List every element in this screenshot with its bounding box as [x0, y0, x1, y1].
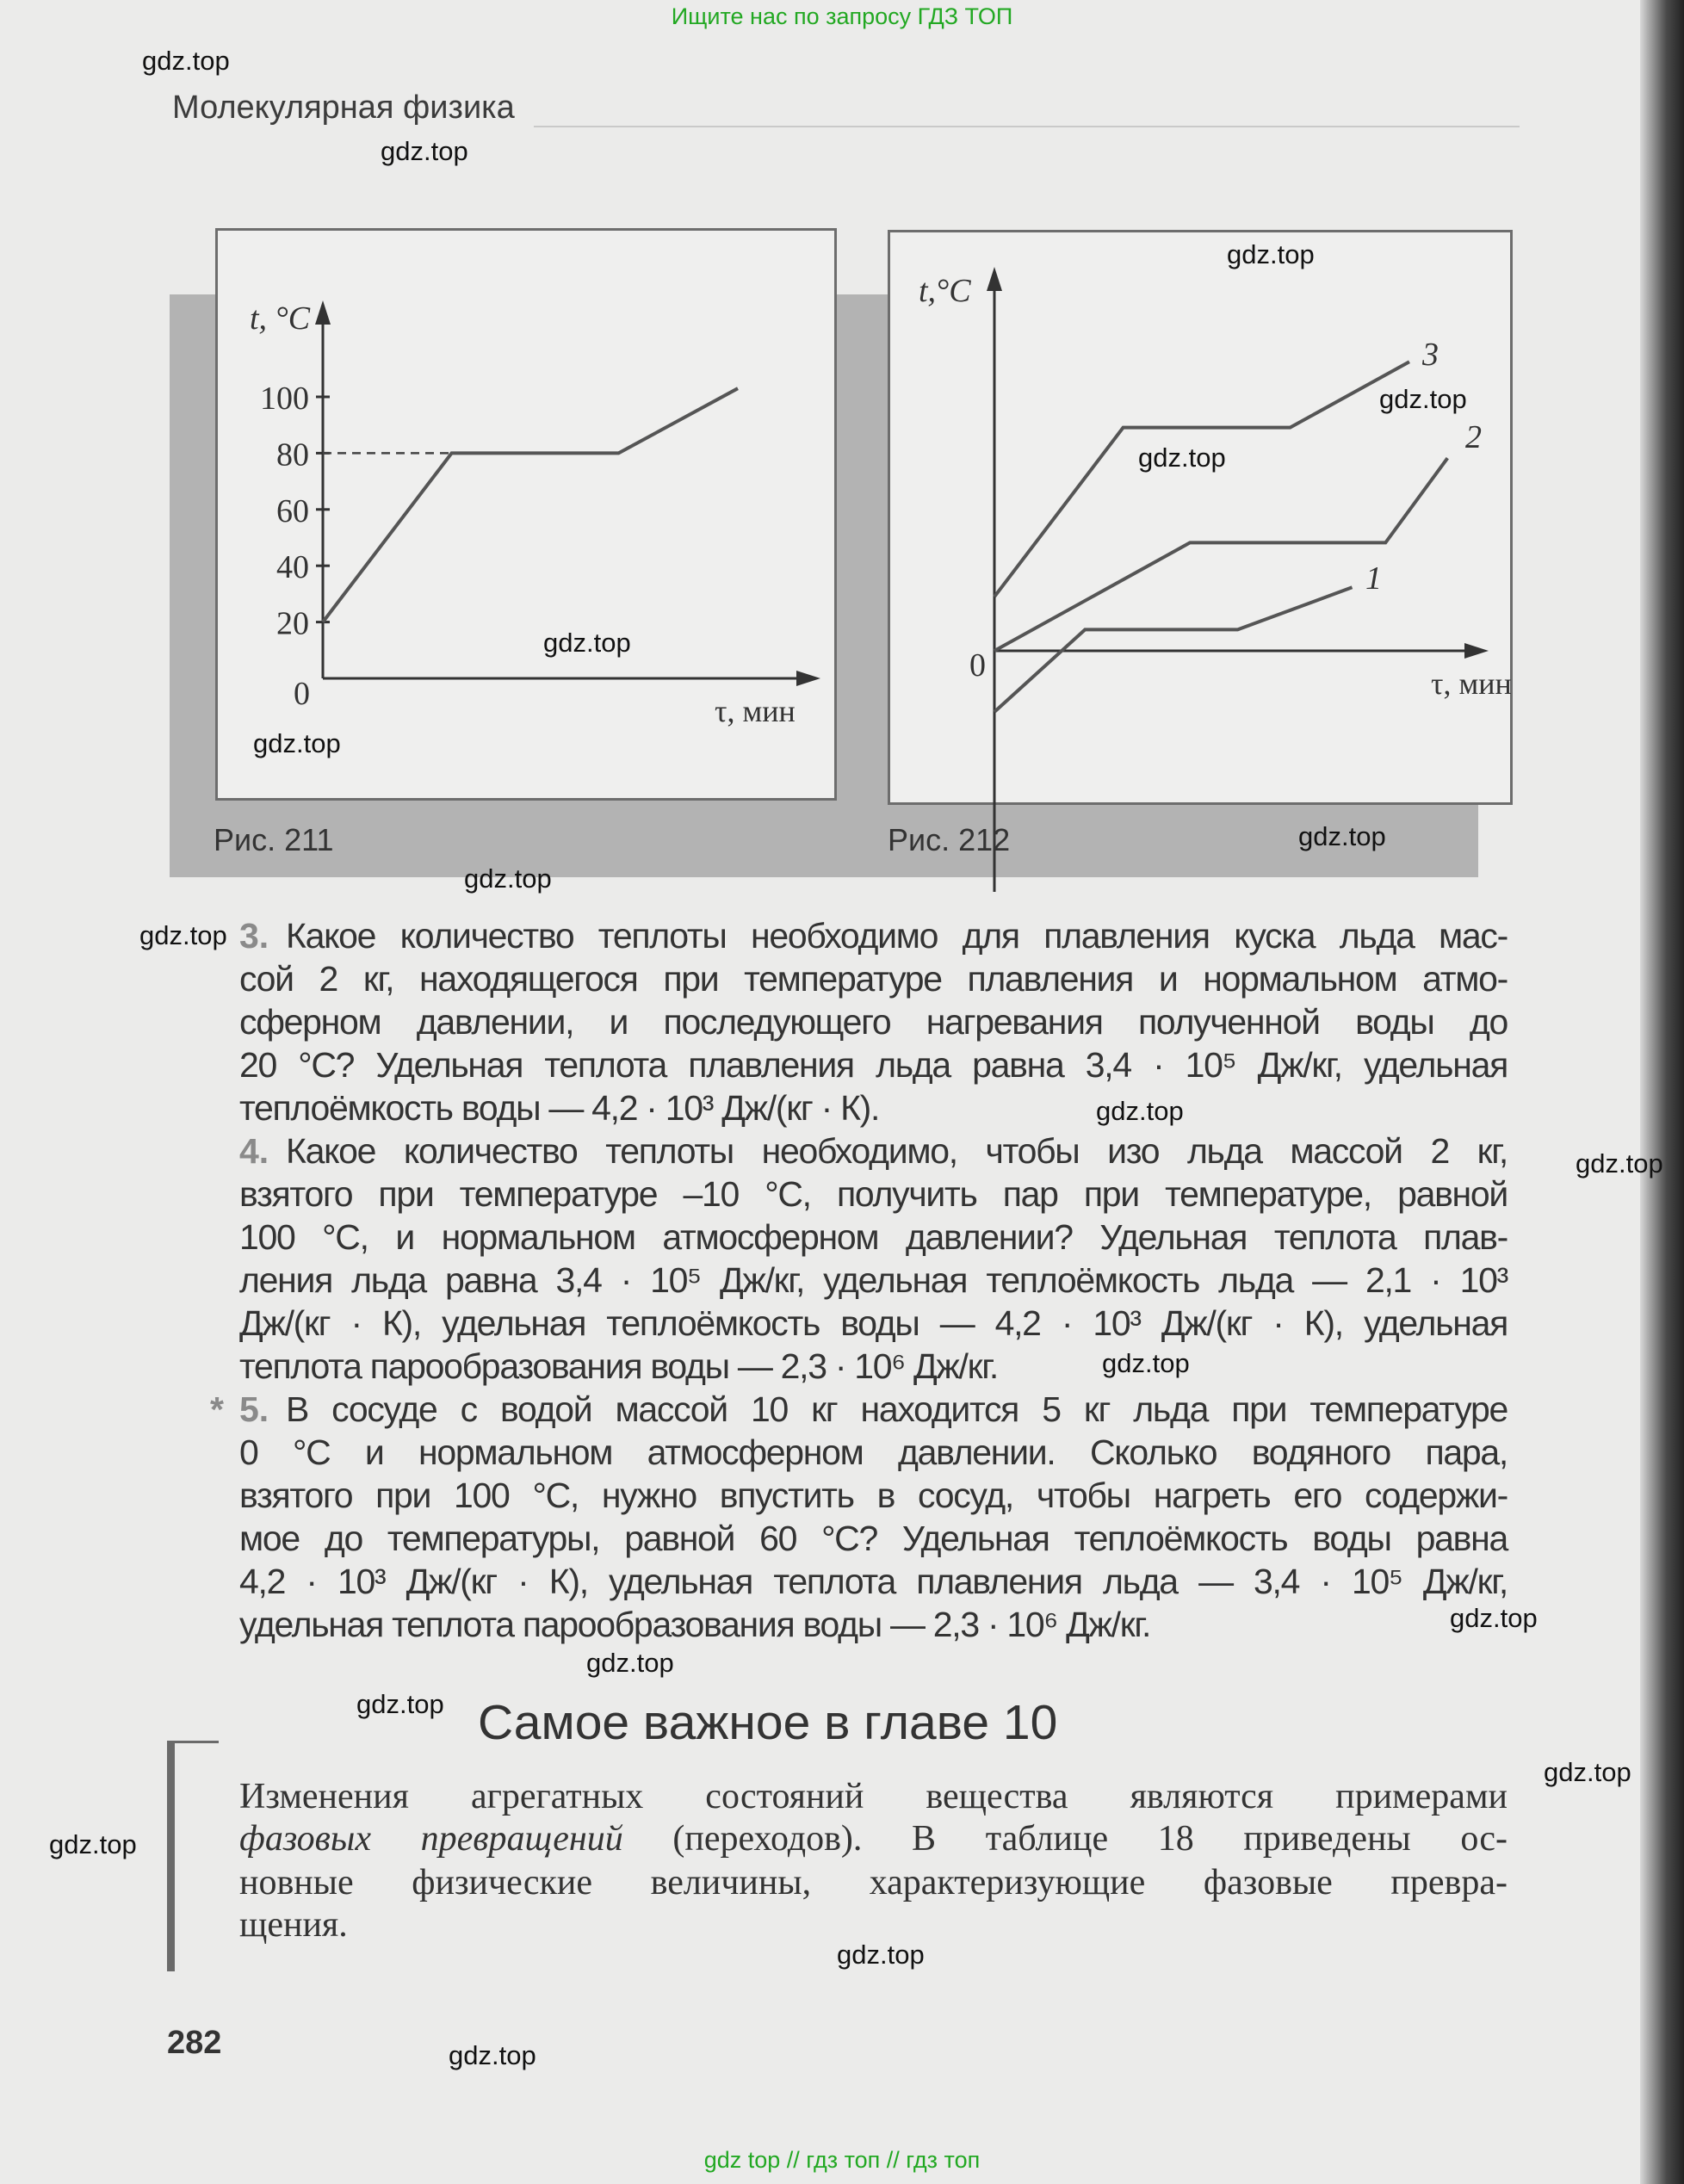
problem-text-line: удельная теплота парообразования воды — 2,3 · 10⁶ Дж/кг.: [239, 1605, 1151, 1644]
fig211-y-tick-label: 40: [276, 549, 309, 586]
summary-line: новные физические величины, характеризующие фазовые превра-: [239, 1863, 1508, 1902]
fig212-series-label: 2: [1465, 419, 1482, 455]
watermark-text: gdz.top: [356, 1689, 444, 1719]
watermark-text: gdz.top: [464, 863, 552, 894]
fig211-y-tick-label: 100: [260, 380, 309, 417]
watermark-text: gdz.top: [1544, 1757, 1631, 1787]
problem-number: 5.: [239, 1389, 269, 1429]
problem-number: 3.: [239, 916, 269, 956]
watermark-text: gdz.top: [1102, 1348, 1190, 1378]
fig212-series-line-3: [994, 362, 1409, 597]
watermark-text: gdz.top: [1576, 1148, 1663, 1179]
watermark-text: gdz.top: [543, 628, 631, 658]
watermark-text: gdz.top: [1450, 1603, 1538, 1633]
fig212-y-arrow-icon: [987, 267, 1002, 291]
problem-text-line: сой 2 кг, находящегося при температуре плавления и нормальном атмо-: [239, 959, 1508, 999]
watermark-text: gdz.top: [381, 136, 468, 166]
watermark-text: gdz.top: [1298, 821, 1386, 851]
top-banner[interactable]: Ищите нас по запросу ГДЗ ТОП: [671, 3, 1013, 29]
figures-svg: [0, 0, 1684, 947]
footer-links[interactable]: gdz top // гдз топ // гдз топ: [703, 2147, 981, 2173]
problem-text-line: сферном давлении, и последующего нагревания полученной воды до: [239, 1002, 1508, 1042]
fig211-y-arrow-icon: [315, 300, 331, 325]
figure-212-caption: Рис. 212: [888, 822, 1011, 857]
fig212-series-line-2: [994, 458, 1447, 651]
summary-line: [239, 1817, 1508, 1860]
summary-term: фазовых превращений: [239, 1819, 623, 1859]
watermark-text: gdz.top: [837, 1940, 925, 1970]
problem-text-line: 0 °С и нормальном атмосферном давлении. Сколько водяного пара,: [239, 1432, 1508, 1472]
difficulty-star: *: [210, 1389, 224, 1429]
watermark-text: gdz.top: [49, 1829, 137, 1859]
watermark-text: gdz.top: [142, 46, 230, 76]
watermark-text: gdz.top: [449, 2040, 536, 2070]
watermark-text: gdz.top: [1379, 384, 1467, 414]
fig211-origin-label: 0: [294, 676, 310, 712]
running-header: Молекулярная физика: [172, 90, 515, 126]
problem-text-line: Дж/(кг · К), удельная теплоёмкость воды — 4,2 · 10³ Дж/(кг · К), удельная: [239, 1303, 1508, 1343]
fig211-y-tick-label: 80: [276, 436, 309, 473]
problem-text-line: мое до температуры, равной 60 °С? Удельная теплоёмкость воды равна: [239, 1519, 1508, 1558]
watermark-text: gdz.top: [139, 920, 227, 950]
problem-text-line: Какое количество теплоты необходимо для плавления куска льда мас-: [286, 916, 1508, 956]
fig212-x-axis-label: τ, мин: [1431, 666, 1512, 701]
problem-number: 4.: [239, 1131, 269, 1171]
fig212-series-label: 3: [1422, 337, 1439, 373]
problem-text-line: 20 °С? Удельная теплота плавления льда равна 3,4 · 10⁵ Дж/кг, удельная: [239, 1045, 1508, 1085]
problem-text-line: 4,2 · 10³ Дж/(кг · К), удельная теплота плавления льда — 3,4 · 10⁵ Дж/кг,: [239, 1562, 1508, 1601]
summary-bar: [167, 1741, 175, 1971]
problem-text-line: ления льда равна 3,4 · 10⁵ Дж/кг, удельная теплоёмкость льда — 2,1 · 10³: [239, 1260, 1508, 1300]
fig212-origin-label: 0: [969, 647, 986, 684]
problem-text-line: Какое количество теплоты необходимо, чтобы изо льда массой 2 кг,: [286, 1131, 1508, 1171]
fig211-x-arrow-icon: [796, 671, 820, 686]
watermark-text: gdz.top: [586, 1648, 674, 1678]
watermark-text: gdz.top: [253, 728, 341, 758]
summary-line: Изменения агрегатных состояний вещества являются примерами: [239, 1777, 1508, 1816]
chapter-summary-heading: Самое важное в главе 10: [478, 1695, 1058, 1750]
problem-text-line: взятого при 100 °С, нужно впустить в сосуд, чтобы нагреть его содержи-: [239, 1476, 1508, 1515]
fig211-y-tick-label: 60: [276, 492, 309, 529]
fig212-y-axis-label: t,°C: [919, 273, 971, 309]
figure-211-caption: Рис. 211: [214, 822, 334, 857]
problem-text-line: 100 °С, и нормальном атмосферном давлении? Удельная теплота плав-: [239, 1217, 1508, 1257]
problem-text-line: взятого при температуре –10 °С, получить пар при температуре, равной: [239, 1174, 1508, 1214]
problem-text-line: теплоёмкость воды — 4,2 · 10³ Дж/(кг · К).: [239, 1088, 880, 1128]
page-number: 282: [167, 2025, 222, 2061]
watermark-text: gdz.top: [1096, 1096, 1184, 1126]
fig211-y-tick-label: 20: [276, 605, 309, 642]
summary-text: (переходов). В таблице 18 приведены ос-: [622, 1819, 1508, 1859]
summary-bar-top: [167, 1741, 219, 1743]
problem-text-line: теплота парообразования воды — 2,3 · 10⁶ Дж/кг.: [239, 1346, 999, 1386]
watermark-text: gdz.top: [1227, 239, 1315, 269]
problem-text-line: В сосуде с водой массой 10 кг находится 5 кг льда при температуре: [286, 1389, 1508, 1429]
fig212-series-label: 1: [1365, 560, 1382, 597]
watermark-text: gdz.top: [1138, 442, 1226, 473]
fig212-x-arrow-icon: [1464, 643, 1489, 659]
fig211-x-axis-label: τ, мин: [715, 694, 796, 728]
summary-line: щения.: [239, 1905, 348, 1945]
fig211-series-line: [323, 388, 738, 622]
fig211-y-axis-label: t, °C: [250, 300, 311, 337]
